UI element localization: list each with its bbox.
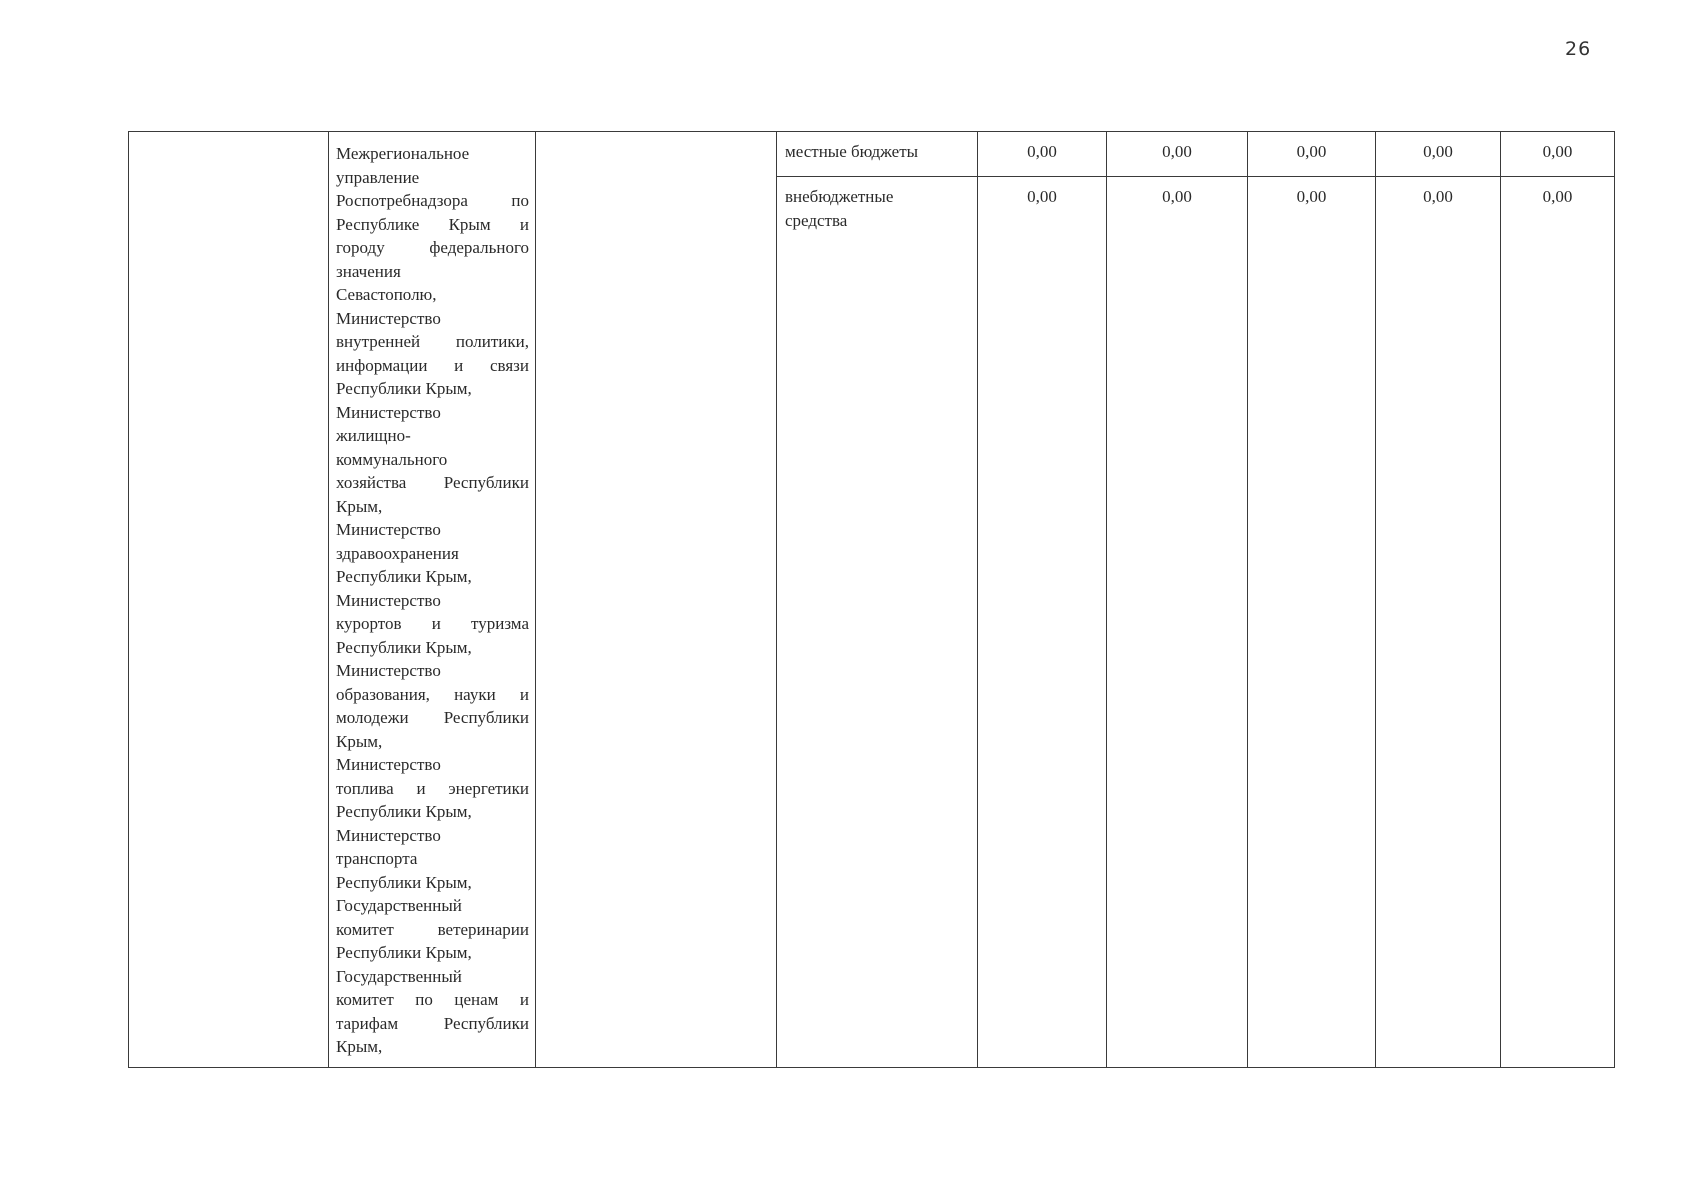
executor-line: Государственный xyxy=(336,966,462,986)
blank-cell xyxy=(536,132,777,1068)
executor-line: информации и связи xyxy=(336,355,529,375)
executor-line: Республики Крым, xyxy=(336,802,472,821)
value-cell xyxy=(1501,132,1615,177)
executor-line: Роспотребнадзора по xyxy=(336,191,529,210)
executor-line: Республики Крым, xyxy=(336,872,472,892)
value: 0,00 xyxy=(1027,142,1057,161)
value-cell xyxy=(978,177,1107,1068)
executor-line: жилищно- xyxy=(336,426,411,445)
executor-line: Министерство xyxy=(336,308,441,328)
executor-line: Министерство xyxy=(336,590,441,610)
source-cell xyxy=(777,177,978,1068)
value: 0,00 xyxy=(1296,142,1327,161)
value-cell xyxy=(1107,177,1248,1068)
source-label: местные бюджеты xyxy=(785,142,919,161)
executor-line: Министерство xyxy=(336,520,441,539)
value: 0,00 xyxy=(1296,187,1327,206)
executor-line: молодежи Республики xyxy=(336,708,529,727)
value: 0,00 xyxy=(1542,142,1573,161)
value-cell xyxy=(1501,177,1615,1068)
value-cell xyxy=(978,132,1107,177)
executor-line: Межрегиональное xyxy=(336,144,470,163)
executor-line: Крым, xyxy=(336,496,383,516)
value: 0,00 xyxy=(1162,187,1192,206)
executor-line: транспорта xyxy=(336,849,418,868)
executor-line: тарифам Республики xyxy=(336,1013,529,1033)
executor-cell xyxy=(329,132,536,1068)
executor-line: коммунального xyxy=(336,449,448,469)
value: 0,00 xyxy=(1542,187,1573,206)
value: 0,00 xyxy=(1162,142,1192,161)
executor-line: хозяйства Республики xyxy=(336,473,529,492)
executor-line: Севастополю, xyxy=(336,285,437,304)
executor-line: внутренней политики, xyxy=(336,332,529,351)
value: 0,00 xyxy=(1423,142,1453,161)
source-label: внебюджетные средства xyxy=(785,187,894,230)
executor-line: Министерство xyxy=(336,825,441,845)
value: 0,00 xyxy=(1027,187,1057,206)
executor-line: Министерство xyxy=(336,755,441,774)
value-cell xyxy=(1376,132,1501,177)
executor-line: комитет по ценам и xyxy=(336,990,529,1009)
executor-line: Крым, xyxy=(336,1037,383,1056)
executor-line: здравоохранения xyxy=(336,543,459,563)
executor-list xyxy=(329,132,535,1065)
number-cell xyxy=(129,132,329,1068)
executor-line: Республике Крым и xyxy=(336,214,529,234)
value: 0,00 xyxy=(1423,187,1453,206)
value-cell xyxy=(1376,177,1501,1068)
executor-line: Республики Крым, xyxy=(336,943,472,962)
executor-line: Республики Крым, xyxy=(336,567,472,586)
executor-line: Государственный xyxy=(336,896,462,915)
executor-line: курортов и туризма xyxy=(336,614,529,633)
executor-line: Крым, xyxy=(336,731,383,751)
executor-line: Министерство xyxy=(336,661,441,680)
executor-line: значения xyxy=(336,261,401,281)
executor-line: городу федерального xyxy=(336,238,529,257)
executor-line: топлива и энергетики xyxy=(336,778,529,798)
page-number: 26 xyxy=(1565,38,1592,60)
executor-line: Министерство xyxy=(336,402,441,422)
budget-table xyxy=(128,131,1615,1068)
executor-line: комитет ветеринарии xyxy=(336,919,529,939)
executor-line: Республики Крым, xyxy=(336,637,472,657)
value-cell xyxy=(1107,132,1248,177)
table-row-local-budgets xyxy=(129,132,1615,177)
value-cell xyxy=(1248,132,1376,177)
executor-line: образования, науки и xyxy=(336,684,529,704)
executor-line: Республики Крым, xyxy=(336,379,472,398)
executor-line: управление xyxy=(336,167,420,187)
value-cell xyxy=(1248,177,1376,1068)
source-cell xyxy=(777,132,978,177)
